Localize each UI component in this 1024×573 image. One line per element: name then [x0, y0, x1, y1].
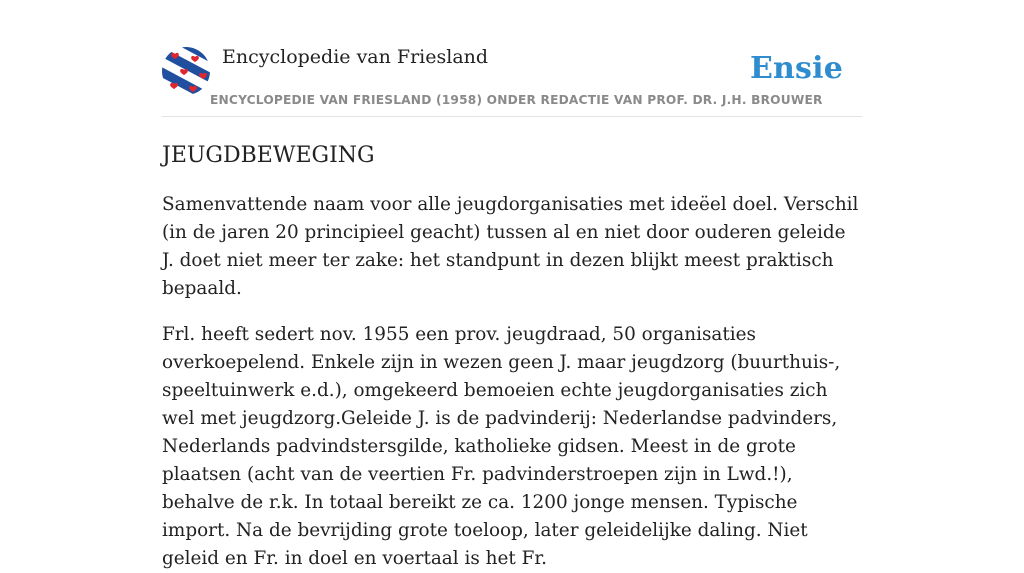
article-paragraph-1: Samenvattende naam voor alle jeugdorganisaties met ideëel doel. Verschil (in de jaren 20 principieel geacht) tussen al en niet door ouderen geleide J. doet niet meer ter zake: het standpunt in dezen blijkt meest praktisch bepaald.: [162, 194, 859, 299]
article-paragraph-2: Frl. heeft sedert nov. 1955 een prov. jeugdraad, 50 organisaties overkoepelend. Enkele zijn in wezen geen J. maar jeugdzorg (buurthuis-, speeltuinwerk e.d.), omgekeerd bemoeien echte jeugdorganisaties zich wel met jeugdzorg.Geleide J. is de padvinderij: Nederlandse padvinders, Nederlands padvindstersgilde, katholieke gidsen. Meest in de grote plaatsen (acht van de veertien Fr. padvinderstroepen zijn in Lwd.!), behalve de r.k. In totaal bereikt ze ca. 1200 jonge mensen. Typische import. Na de bevrijding grote toeloop, later geleidelijke daling. Niet geleid en Fr. in doel en voertaal is het Fr.: [162, 324, 841, 569]
document-page: [162, 0, 862, 569]
source-subtitle: ENCYCLOPEDIE VAN FRIESLAND (1958) ONDER REDACTIE VAN PROF. DR. J.H. BROUWER: [210, 93, 823, 107]
frisian-flag-logo-icon[interactable]: [162, 47, 210, 95]
ensie-brand-link[interactable]: Ensie: [749, 51, 843, 86]
site-header: [162, 0, 862, 117]
site-title-link[interactable]: Encyclopedie van Friesland: [222, 46, 489, 68]
article-title: JEUGDBEWEGING: [162, 143, 375, 168]
